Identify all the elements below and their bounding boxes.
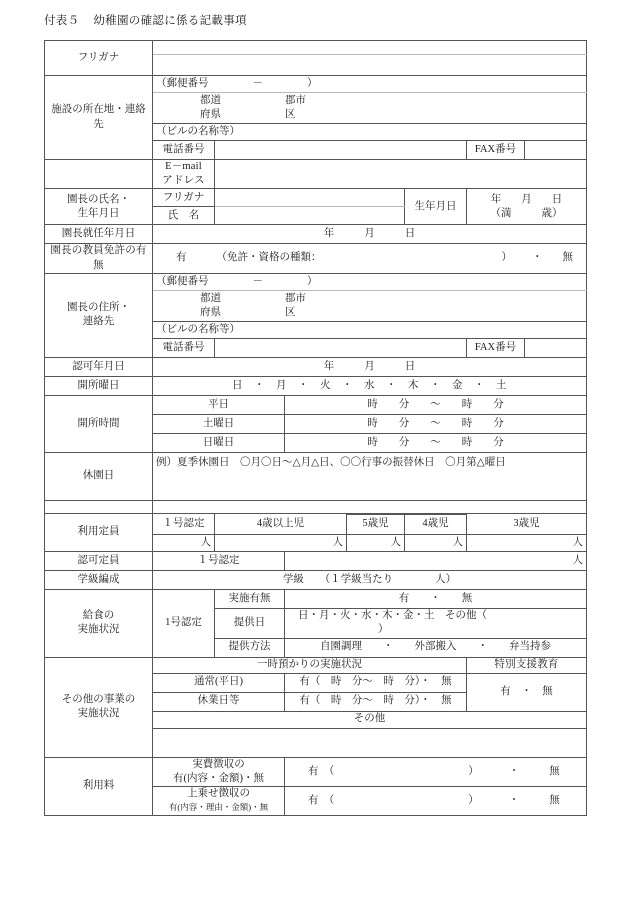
open-days-label: 開所曜日 xyxy=(45,376,153,395)
principal-prefecture-city-row[interactable] xyxy=(153,290,587,321)
meal-method-value[interactable]: 自園調理 ・ 外部搬入 ・ 弁当持参 xyxy=(285,638,587,657)
facility-building-name-row[interactable] xyxy=(153,124,587,141)
city-line1: 郡市 xyxy=(285,94,306,106)
principal-name-label-line1: 園長の氏名・ xyxy=(67,193,130,205)
approval-year: 年 xyxy=(323,360,335,372)
facility-phone-label: 電話番号 xyxy=(153,141,215,160)
hours-saturday-label: 土曜日 xyxy=(153,414,285,433)
principal-fax-value[interactable] xyxy=(525,338,587,357)
facility-phone-value[interactable] xyxy=(215,141,467,160)
actual-cost-no: 無 xyxy=(549,765,560,777)
principal-address-label-line2: 連絡先 xyxy=(82,316,115,328)
furigana-value-top[interactable] xyxy=(153,41,587,55)
meal-implementation-value[interactable]: 有 ・ 無 xyxy=(285,590,587,609)
approval-date-label: 認可年月日 xyxy=(45,357,153,376)
email-label-line1: E－mail xyxy=(165,161,202,172)
principal-phone-label: 電話番号 xyxy=(153,338,215,357)
principal-postal-dash: － xyxy=(252,275,263,287)
other-services-label xyxy=(45,657,153,757)
other-services-label-line1: その他の事業の xyxy=(61,693,136,705)
class-org-label: 学級編成 xyxy=(45,571,153,590)
capacity-age4-header: 4歳児 xyxy=(405,514,467,535)
principal-building-label: （ビルの名称等） xyxy=(156,323,240,335)
meal-label-line2: 実施状況 xyxy=(77,624,120,636)
other-row-header: その他 xyxy=(153,711,587,728)
principal-name-label xyxy=(45,189,153,225)
table-row xyxy=(45,452,587,500)
principal-address-label xyxy=(45,273,153,357)
table-row xyxy=(45,41,587,55)
capacity-type1-label: １号認定 xyxy=(153,513,215,535)
license-paren-close: ） xyxy=(501,252,512,264)
surcharge-yes-open: 有 （ xyxy=(308,794,335,806)
principal-prefecture-line2: 府県 xyxy=(200,306,221,318)
hours-sunday-value[interactable]: 時 分 ～ 時 分 xyxy=(285,433,587,452)
license-no: 無 xyxy=(562,252,573,264)
approved-capacity-label: 認可定員 xyxy=(45,552,153,571)
table-row xyxy=(45,244,587,273)
facility-address-label-text: 施設の所在地・連絡先 xyxy=(51,104,146,130)
teacher-license-value[interactable] xyxy=(153,244,587,273)
approved-capacity-value[interactable]: 人 xyxy=(285,552,587,571)
special-support-header: 特別支援教育 xyxy=(467,657,587,673)
surcharge-line2: 有(内容・理由・金額)・無 xyxy=(168,802,269,813)
table-row xyxy=(45,76,587,93)
approved-capacity-type1: １号認定 xyxy=(153,552,285,571)
surcharge-line1: 上乗せ徴収の xyxy=(187,787,250,799)
appendix-number: 付表５ xyxy=(44,15,80,27)
table-row xyxy=(45,376,587,395)
principal-birthdate-label: 生年月日 xyxy=(405,189,467,225)
closed-days-label: 休園日 xyxy=(45,452,153,500)
principal-address-label-line1: 園長の住所・ xyxy=(67,302,130,314)
table-row xyxy=(45,500,587,513)
capacity-label: 利用定員 xyxy=(45,513,153,552)
principal-postal-close: ） xyxy=(307,275,318,287)
table-row xyxy=(45,757,587,786)
principal-name-field-value[interactable] xyxy=(215,207,405,225)
capacity-age5-value[interactable]: 人 xyxy=(347,535,405,552)
age-open: （満 xyxy=(490,207,512,219)
appointment-date-label: 園長就任年月日 xyxy=(45,225,153,244)
actual-cost-line1: 実費徴収の xyxy=(192,758,245,770)
meal-days-label: 提供日 xyxy=(215,609,285,638)
meal-method-label: 提供方法 xyxy=(215,638,285,657)
actual-cost-value[interactable] xyxy=(285,757,587,786)
approval-date-value[interactable] xyxy=(153,357,587,376)
principal-postal-code-row[interactable] xyxy=(153,273,587,290)
name-value[interactable] xyxy=(153,55,587,76)
capacity-age3-value[interactable]: 人 xyxy=(467,535,587,552)
principal-name-field-label: 氏 名 xyxy=(153,207,215,225)
appointment-date-value[interactable] xyxy=(153,225,587,244)
approval-month: 月 xyxy=(364,360,375,372)
postal-dash: － xyxy=(252,77,263,89)
surcharge-paren-close: ） xyxy=(468,794,479,806)
principal-furigana-label: フリガナ xyxy=(153,189,215,207)
meal-type1-label: 1号認定 xyxy=(153,590,215,657)
table-row xyxy=(45,160,587,189)
appointment-month: 月 xyxy=(364,228,375,240)
age-close: 歳） xyxy=(541,207,563,219)
facility-address-label xyxy=(45,76,153,160)
meal-label-line1: 給食の xyxy=(82,610,115,622)
open-hours-label: 開所時間 xyxy=(45,395,153,452)
capacity-age4-over-value[interactable]: 人 xyxy=(215,535,347,552)
capacity-age4-value[interactable]: 人 xyxy=(405,535,467,552)
hours-saturday-value[interactable]: 時 分 ～ 時 分 xyxy=(285,414,587,433)
table-row xyxy=(45,552,587,571)
birth-month: 月 xyxy=(521,193,532,205)
facility-fax-value[interactable] xyxy=(525,141,587,160)
meal-days-text: 日・月・火・水・木・金・土 その他（ xyxy=(298,610,487,622)
birth-day: 日 xyxy=(551,193,563,205)
class-org-value[interactable]: 学級 （１学級当たり 人） xyxy=(153,571,587,590)
prefecture-line1: 都道 xyxy=(200,94,221,106)
principal-building-name-row[interactable] xyxy=(153,321,587,338)
birth-year: 年 xyxy=(490,193,502,205)
table-row xyxy=(45,189,587,207)
principal-city-line1: 郡市 xyxy=(285,292,306,304)
facility-fax-label: FAX番号 xyxy=(467,141,525,160)
license-dot: ・ xyxy=(532,252,543,264)
actual-cost-line2: 有(内容・金額)・無 xyxy=(173,772,264,784)
postal-close: ） xyxy=(307,77,318,89)
open-days-value[interactable]: 日 ・ 月 ・ 火 ・ 水 ・ 木 ・ 金 ・ 土 xyxy=(153,376,587,395)
postal-code-label: （郵便番号 xyxy=(156,77,209,89)
meal-label xyxy=(45,590,153,657)
surcharge-dot: ・ xyxy=(508,794,520,806)
table-row xyxy=(45,571,587,590)
closed-days-value[interactable]: 例）夏季休園日 〇月〇日～△月△日、〇〇行事の振替休日 〇月第△曜日 xyxy=(153,452,587,500)
prefecture-line2: 府県 xyxy=(200,109,221,120)
email-label-line2: アドレス xyxy=(162,175,205,187)
temp-care-holiday-value[interactable]: 有（ 時 分～ 時 分）・ 無 xyxy=(285,692,467,711)
appointment-day: 日 xyxy=(404,228,416,240)
actual-cost-yes-open: 有 （ xyxy=(308,765,335,777)
facility-postal-code-row[interactable] xyxy=(153,76,587,93)
temp-care-normal-label: 通常(平日) xyxy=(153,673,285,692)
furigana-label: フリガナ xyxy=(45,41,153,76)
capacity-age5-header: 5歳児 xyxy=(347,514,405,535)
meal-implementation-label: 実施有無 xyxy=(215,590,285,609)
table-row xyxy=(45,273,587,290)
temp-care-normal-value[interactable]: 有（ 時 分～ 時 分）・ 無 xyxy=(285,673,467,692)
actual-cost-dot: ・ xyxy=(508,765,520,777)
email-spacer xyxy=(45,160,153,189)
spacer-right xyxy=(153,500,587,513)
temp-care-holiday-label: 休業日等 xyxy=(153,692,285,711)
meal-days-value[interactable] xyxy=(285,609,587,638)
capacity-age3-header: 3歳児 xyxy=(467,513,587,535)
table-row xyxy=(45,657,587,673)
fee-label: 利用料 xyxy=(45,757,153,816)
principal-postal-label: （郵便番号 xyxy=(156,275,209,287)
actual-cost-paren-close: ） xyxy=(468,765,479,777)
surcharge-no: 無 xyxy=(549,794,560,806)
spacer-left xyxy=(45,500,153,513)
table-row xyxy=(45,225,587,244)
principal-phone-value[interactable] xyxy=(215,338,467,357)
facility-prefecture-city-row[interactable] xyxy=(153,93,587,124)
appointment-year: 年 xyxy=(323,228,335,240)
hours-weekday-value[interactable]: 時 分 ～ 時 分 xyxy=(285,395,587,414)
capacity-age4-over-label: 4歳以上児 xyxy=(215,514,347,535)
principal-name-label-line2: 生年月日 xyxy=(77,207,120,219)
table-row xyxy=(45,590,587,609)
teacher-license-label: 園長の教員免許の有無 xyxy=(45,244,153,273)
title-text: 幼稚園の確認に係る記載事項 xyxy=(93,15,247,27)
license-yes: 有 xyxy=(176,252,187,264)
principal-furigana-value[interactable] xyxy=(215,189,405,207)
license-kind-label: （免許・資格の種類： xyxy=(216,252,322,264)
surcharge-value[interactable] xyxy=(285,786,587,815)
temp-care-header: 一時預かりの実施状況 xyxy=(153,657,467,673)
other-services-label-line2: 実施状況 xyxy=(77,708,120,720)
principal-fax-label: FAX番号 xyxy=(467,338,525,357)
table-row xyxy=(45,395,587,414)
principal-prefecture-line1: 都道 xyxy=(200,292,221,304)
hours-sunday-label: 日曜日 xyxy=(153,433,285,452)
kindergarten-form-table xyxy=(44,40,587,816)
email-label xyxy=(153,160,215,189)
approval-day: 日 xyxy=(404,360,416,372)
hours-weekday-label: 平日 xyxy=(153,395,285,414)
table-row xyxy=(45,357,587,376)
surcharge-label xyxy=(153,786,285,815)
meal-days-close: ） xyxy=(378,624,389,636)
other-row-value[interactable] xyxy=(153,728,587,757)
email-value[interactable] xyxy=(215,160,587,189)
actual-cost-label xyxy=(153,757,285,786)
capacity-type1-value[interactable]: 人 xyxy=(153,535,215,552)
principal-city-line2: 区 xyxy=(285,306,296,318)
city-line2: 区 xyxy=(285,109,296,120)
principal-birthdate-value[interactable] xyxy=(467,189,587,225)
building-name-label: （ビルの名称等） xyxy=(156,125,240,137)
page-title xyxy=(44,12,247,28)
special-support-value[interactable]: 有 ・ 無 xyxy=(467,673,587,711)
